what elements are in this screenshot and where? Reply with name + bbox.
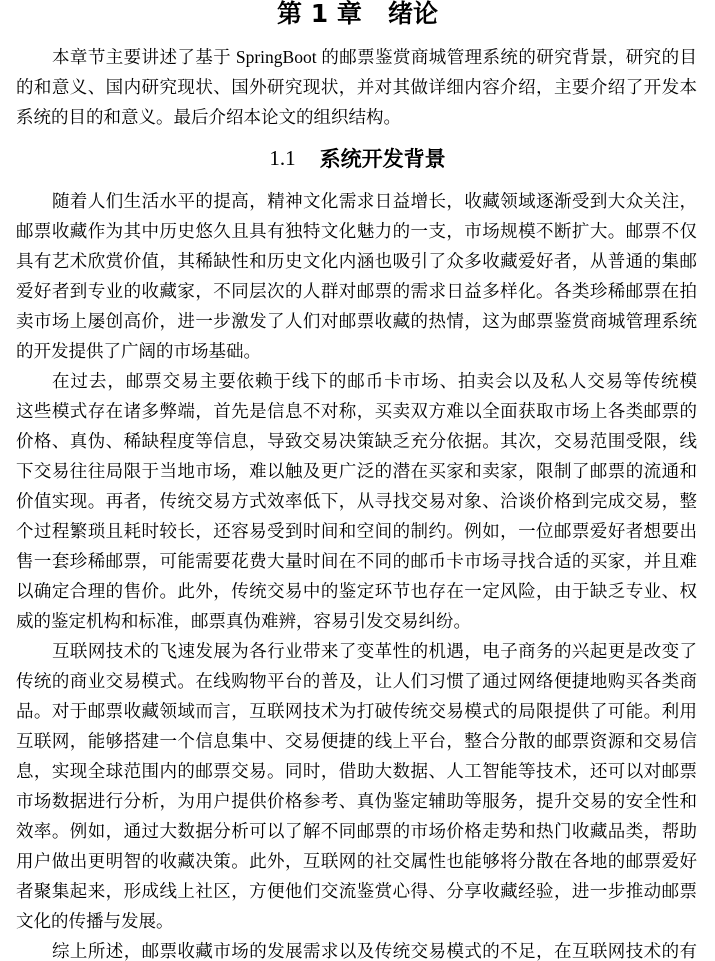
text-line: 这些模式存在诸多弊端，首先是信息不对称，买卖双方难以全面获取市场上各类邮票的 bbox=[16, 401, 697, 421]
text-line: 邮票收藏作为其中历史悠久且具有独特文化魅力的一支，市场规模不断扩大。邮票不仅 bbox=[16, 221, 697, 241]
text-line: 价值实现。再者，传统交易方式效率低下，从寻找交易对象、洽谈价格到完成交易，整 bbox=[16, 491, 697, 511]
section-heading bbox=[0, 138, 715, 178]
text-line: 的和意义、国内研究现状、国外研究现状，并对其做详细内容介绍，主要介绍了开发本 bbox=[16, 77, 697, 97]
text-line: 传统的商业交易模式。在线购物平台的普及，让人们习惯了通过网络便捷地购买各类商 bbox=[16, 671, 697, 691]
body-paragraph-2 bbox=[16, 366, 697, 636]
section-number: 1.1 bbox=[269, 145, 296, 170]
section-title: 系统开发背景 bbox=[319, 147, 446, 171]
text-line: 者聚集起来，形成线上社区，方便他们交流鉴赏心得、分享收藏经验，进一步推动邮票 bbox=[16, 881, 697, 901]
body-paragraph-1 bbox=[16, 186, 697, 366]
text-line: 下交易往往局限于当地市场，难以触及更广泛的潜在买家和卖家，限制了邮票的流通和 bbox=[16, 461, 697, 481]
text-line: 在过去，邮票交易主要依赖于线下的邮币卡市场、拍卖会以及私人交易等传统模 bbox=[52, 371, 697, 391]
text-line: 文化的传播与发展。 bbox=[16, 911, 174, 931]
section-body bbox=[16, 186, 697, 961]
text-line: 综上所述，邮票收藏市场的发展需求以及传统交易模式的不足，在互联网技术的有 bbox=[52, 941, 697, 961]
body-paragraph-4 bbox=[16, 936, 697, 961]
text-line: 个过程繁琐且耗时较长，还容易受到时间和空间的制约。例如，一位邮票爱好者想要出 bbox=[16, 521, 697, 541]
text-line: 效率。例如，通过大数据分析可以了解不同邮票的市场价格走势和热门收藏品类，帮助 bbox=[16, 821, 697, 841]
intro-paragraph bbox=[16, 42, 697, 132]
chapter-title: 第 1 章 绪论 bbox=[277, 0, 438, 28]
text-line: 具有艺术欣赏价值，其稀缺性和历史文化内涵也吸引了众多收藏爱好者，从普通的集邮 bbox=[16, 251, 697, 271]
text-line: 用户做出更明智的收藏决策。此外，互联网的社交属性也能够将分散在各地的邮票爱好 bbox=[16, 851, 697, 871]
text-line: 互联网技术的飞速发展为各行业带来了变革性的机遇，电子商务的兴起更是改变了 bbox=[52, 641, 697, 661]
text-line: 随着人们生活水平的提高，精神文化需求日益增长，收藏领域逐渐受到大众关注， bbox=[52, 191, 697, 211]
text-line: 爱好者到专业的收藏家，不同层次的人群对邮票的需求日益多样化。各类珍稀邮票在拍 bbox=[16, 281, 697, 301]
text-line: 威的鉴定机构和标准，邮票真伪难辨，容易引发交易纠纷。 bbox=[16, 611, 471, 631]
text-line: 互联网，能够搭建一个信息集中、交易便捷的线上平台，整合分散的邮票资源和交易信 bbox=[16, 731, 697, 751]
text-line: 息，实现全球范围内的邮票交易。同时，借助大数据、人工智能等技术，还可以对邮票 bbox=[16, 761, 697, 781]
text-line: 本章节主要讲述了基于 SpringBoot 的邮票鉴赏商城管理系统的研究背景，研究的目 bbox=[52, 47, 697, 67]
text-line: 价格、真伪、稀缺程度等信息，导致交易决策缺乏充分依据。其次，交易范围受限，线 bbox=[16, 431, 697, 451]
text-line: 系统的目的和意义。最后介绍本论文的组织结构。 bbox=[16, 107, 401, 127]
text-line: 品。对于邮票收藏领域而言，互联网技术为打破传统交易模式的局限提供了可能。利用 bbox=[16, 701, 697, 721]
body-paragraph-3 bbox=[16, 636, 697, 936]
text-line: 以确定合理的售价。此外，传统交易中的鉴定环节也存在一定风险，由于缺乏专业、权 bbox=[16, 581, 697, 601]
text-line: 的开发提供了广阔的市场基础。 bbox=[16, 341, 261, 361]
text-line: 卖市场上屡创高价，进一步激发了人们对邮票收藏的热情，这为邮票鉴赏商城管理系统 bbox=[16, 311, 697, 331]
text-line: 售一套珍稀邮票，可能需要花费大量时间在不同的邮币卡市场寻找合适的买家，并且难 bbox=[16, 551, 697, 571]
text-line: 市场数据进行分析，为用户提供价格参考、真伪鉴定辅助等服务，提升交易的安全性和 bbox=[16, 791, 697, 811]
